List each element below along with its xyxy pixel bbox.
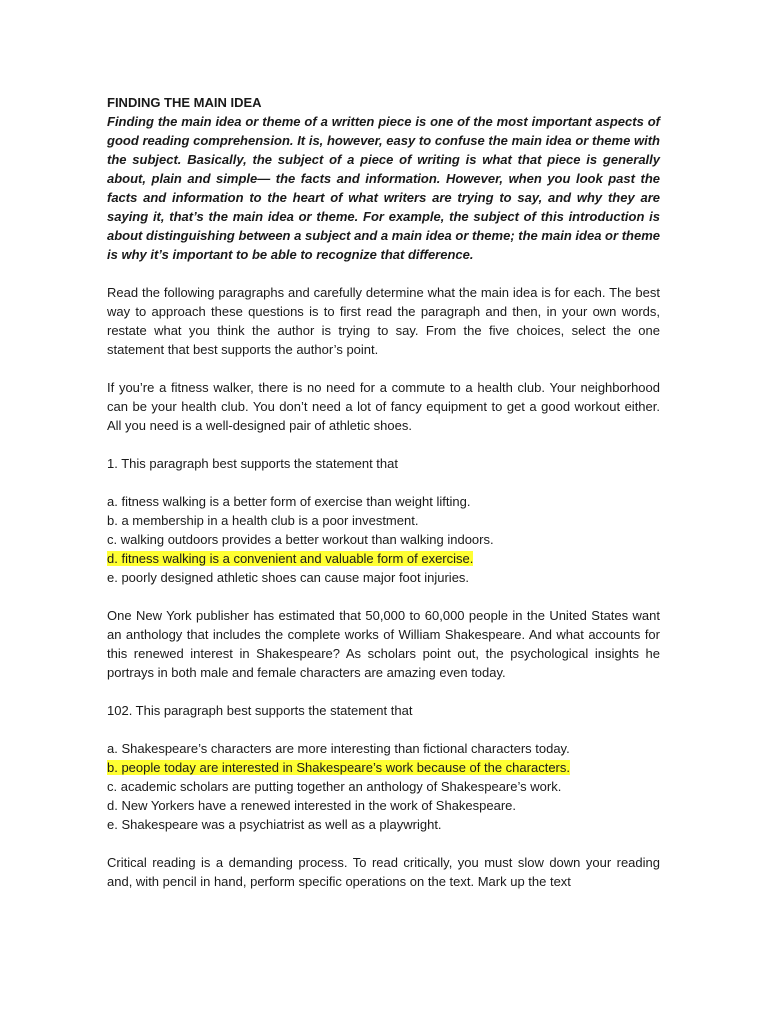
option-b-highlighted [107, 758, 660, 777]
closing-paragraph: Critical reading is a demanding process. To read critically, you must slow down your reading and, with pencil in hand, perform specific operations on the text. Mark up the text [107, 855, 660, 889]
option-e-text: e. Shakespeare was a psychiatrist as well as a playwright. [107, 817, 442, 832]
option-a-text: a. Shakespeare’s characters are more interesting than fictional characters today. [107, 741, 570, 756]
passage-2: One New York publisher has estimated that 50,000 to 60,000 people in the United States want an anthology that includes the complete works of William Shakespeare. And what accounts for this renewed interest in Shakespeare? As scholars point out, the psychological insights he portrays in both male and female characters are amazing even today. [107, 608, 660, 680]
instructions-paragraph: Read the following paragraphs and carefully determine what the main idea is for each. The best way to approach these questions is to first read the paragraph and then, in your own words, restate what you think the author is trying to say. From the five choices, select the one statement that best supports the author’s point. [107, 285, 660, 357]
option-c-text: c. walking outdoors provides a better workout than walking indoors. [107, 532, 494, 547]
option-b-text: b. people today are interested in Shakespeare’s work because of the characters. [107, 760, 570, 775]
option-a-text: a. fitness walking is a better form of exercise than weight lifting. [107, 494, 471, 509]
option-b-text: b. a membership in a health club is a poor investment. [107, 513, 419, 528]
question-2-options [107, 739, 660, 834]
intro-paragraph: Finding the main idea or theme of a written piece is one of the most important aspects of good reading comprehension. It is, however, easy to confuse the main idea or theme with the subject. Basically, the subject of a piece of writing is what that piece is generally about, plain and simple— the facts and information. However, when you look past the facts and information to the heart of what writers are trying to say, and why they are saying it, that’s the main idea or theme. For example, the subject of this introduction is about distinguishing between a subject and a main idea or theme; the main idea or theme is why it’s important to be able to recognize that difference. [107, 114, 660, 262]
question-2-prompt: 102. This paragraph best supports the statement that [107, 703, 413, 718]
document-page [107, 93, 660, 891]
passage-1: If you’re a fitness walker, there is no need for a commute to a health club. Your neighborhood can be your health club. You don’t need a lot of fancy equipment to get a good workout either. All you need is a well-designed pair of athletic shoes. [107, 380, 660, 433]
option-c-text: c. academic scholars are putting together an anthology of Shakespeare’s work. [107, 779, 562, 794]
option-d [107, 796, 660, 815]
option-d-text: d. fitness walking is a convenient and valuable form of exercise. [107, 551, 474, 566]
option-a [107, 739, 660, 758]
option-c [107, 777, 660, 796]
option-c [107, 530, 660, 549]
question-1-prompt: 1. This paragraph best supports the statement that [107, 456, 398, 471]
option-d-highlighted [107, 549, 660, 568]
option-e [107, 568, 660, 587]
option-e-text: e. poorly designed athletic shoes can cause major foot injuries. [107, 570, 470, 585]
option-b [107, 511, 660, 530]
document-heading: FINDING THE MAIN IDEA [107, 95, 262, 110]
question-1-options [107, 492, 660, 587]
option-e [107, 815, 660, 834]
option-d-text: d. New Yorkers have a renewed interested in the work of Shakespeare. [107, 798, 517, 813]
option-a [107, 492, 660, 511]
